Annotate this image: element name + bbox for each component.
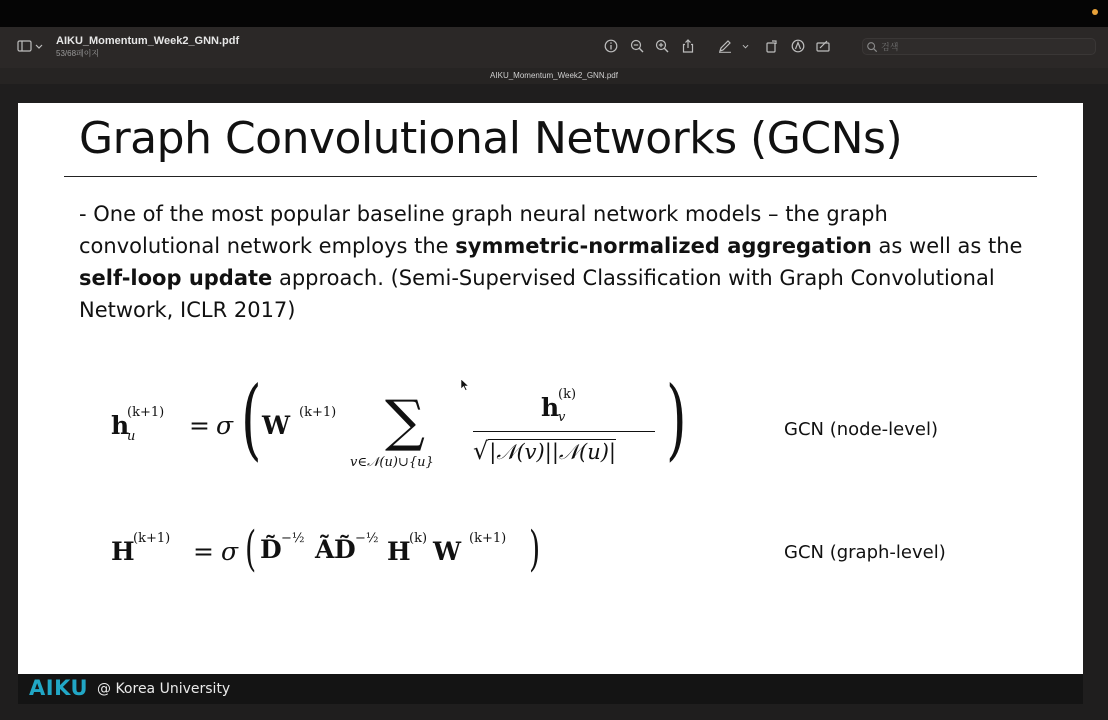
body-text-pre: - One of the most popular baseline graph neural network models – the graph convolutional network employs the [79,202,888,258]
aiku-logo: AIKU [29,676,89,700]
search-field[interactable] [862,38,1096,55]
highlight-options-button[interactable] [740,36,752,56]
zoom-out-icon [630,39,644,53]
document-title: AIKU_Momentum_Week2_GNN.pdf [56,35,240,47]
body-bold-aggregation: symmetric-normalized aggregation [455,234,872,258]
zoom-in-button[interactable] [651,36,673,56]
info-icon [604,39,618,53]
share-icon [681,39,695,53]
info-button[interactable] [600,36,622,56]
chevron-down-icon [741,42,750,51]
mouse-cursor-icon [460,378,470,392]
rotate-icon [765,39,779,53]
slide-page [18,103,1083,674]
form-fill-button[interactable] [812,36,834,56]
markup-icon [791,39,805,53]
slide-body-text [79,198,1029,326]
rotate-button[interactable] [761,36,783,56]
body-bold-self-loop: self-loop update [79,266,273,290]
sidebar-icon [17,39,47,55]
equation-graph-level: H (k+1) = σ ( D̃ −½ Ã D̃ −½ H (k) W (k+1) ) [111,521,541,577]
body-text-mid: as well as the [871,234,1023,258]
viewer-toolbar [0,27,1108,69]
document-tab[interactable]: AIKU_Momentum_Week2_GNN.pdf [0,68,1108,84]
zoom-out-button[interactable] [626,36,648,56]
status-indicator-icon [1092,9,1098,15]
form-fill-icon [816,39,830,53]
search-icon [866,41,878,53]
equation-node-level-label: GCN (node-level) [784,419,938,440]
search-input[interactable] [881,39,1081,54]
sidebar-toggle-button[interactable] [17,39,47,55]
zoom-in-icon [655,39,669,53]
equation-graph-level-label: GCN (graph-level) [784,542,946,563]
page-indicator: 53/68페이지 [56,49,100,58]
body-text-post: approach. (Semi-Supervised Classification with Graph Convolutional Network, ICLR 2017) [79,266,995,322]
markup-button[interactable] [787,36,809,56]
title-divider [64,176,1037,177]
affiliation-text: @ Korea University [97,681,231,697]
share-button[interactable] [677,36,699,56]
slide-footer [18,674,1083,704]
slide-title: Graph Convolutional Networks (GCNs) [79,113,903,164]
equation-node-level: h (k+1) u = σ ( W (k+1) ∑ v∈𝒩(u)∪{u} h (k) v √|𝒩(v)||𝒩(u)| ) [111,367,687,470]
highlight-pen-icon [718,39,732,53]
toolbar-tools [600,36,838,56]
menu-bar [0,0,1108,27]
highlight-button[interactable] [714,36,736,56]
